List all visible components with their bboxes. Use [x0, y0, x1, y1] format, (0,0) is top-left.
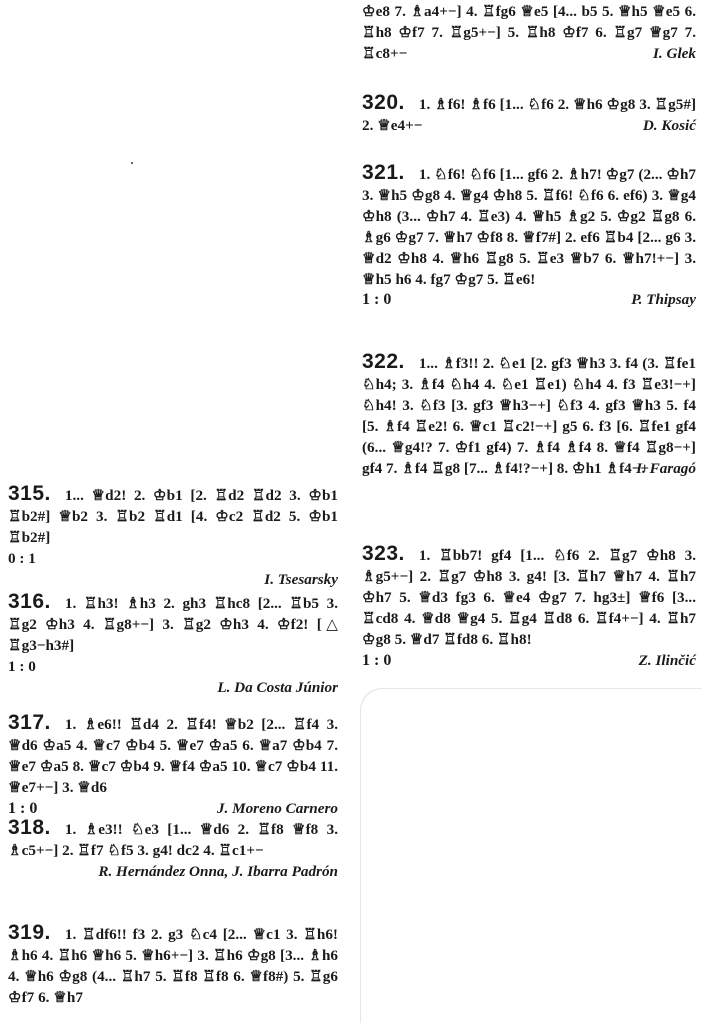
composer-name: L. Da Costa Júnior — [217, 678, 338, 696]
solution-number: 323. — [362, 542, 405, 565]
composer-name: Z. Ilinčić — [638, 651, 696, 669]
solution-316 — [8, 592, 338, 699]
solution-text: 1... ♗f3!! 2. ♘e1 [2. gf3 ♕h3 3. f4 (3. ♖fe1 ♘h4; 3. ♗f4 ♘h4 4. ♘e1 ♖e1) ♘h4 4. f3 ♖e3!−+] ♘h4! 3. ♘f3 [3. gf3 ♕h3−+] ♘f3 4. gf3 ♕h3 5. f4 [5. ♗f4 ♖e2! 6. ♕c1 ♖c2!−+] g5 6. f3 [6. ♖fe1 gf4 (6... ♕g4!? 7. ♔f1 gf4) 7. ♗f4 ♗f4 8. ♕f4 ♖g8−+] gf4 7. ♗f4 ♖g8 [7... ♗f4!?−+] 8. ♔h1 ♗f4−+ — [362, 355, 696, 477]
result-score: 0 : 1 — [8, 549, 36, 567]
solution-text: 1... ♕d2! 2. ♔b1 [2. ♖d2 ♖d2 3. ♔b1 ♖b2#] ♕b2 3. ♖b2 ♖d1 [4. ♔c2 ♖d2 5. ♔b1 ♖b2#] — [8, 487, 338, 546]
solution-text: 1. ♖df6!! f3 2. g3 ♘c4 [2... ♕c1 3. ♖h6! ♗h6 4. ♖h6 ♕h6 5. ♕h6+−] 3. ♖h6 ♔g8 [3... ♗h6 4. ♕h6 ♔g8 (4... ♖h7 5. ♖f8 ♖f8 6. ♕f8#) 5. ♖g6 ♔f7 6. ♕h7 — [8, 926, 338, 1006]
solution-text: 1. ♘f6! ♘f6 [1... gf6 2. ♗h7! ♔g7 (2... ♔h7 3. ♕h5 ♔g8 4. ♕g4 ♔h8 5. ♖f6! ♘f6 6. ef6) 3. ♕g4 ♔h8 (3... ♔h7 4. ♖e3) 4. ♕h5 ♗g2 5. ♔g2 ♖g8 6. ♗g6 ♔g7 7. ♕h7 ♔f8 8. ♕f7#] 2. ef6 ♖b4 [2... g6 3. ♕d2 ♔h8 4. ♕h6 ♖g8 5. ♖e3 ♕b7 6. ♕h7!+−] 3. ♕h5 h6 4. fg7 ♔g7 5. ♖e6! — [362, 166, 696, 288]
composer-name: D. Kosić — [642, 116, 696, 134]
result-score: 1 : 0 — [362, 651, 392, 669]
solution-text: 1. ♖h3! ♗h3 2. gh3 ♖hc8 [2... ♖b5 3. ♖g2 ♔h3 4. ♖g8+−] 3. ♖g2 ♔h3 4. ♔f2! [△ ♖g3−h3#] — [8, 595, 338, 654]
composer-name: I. Tsesarsky — [264, 570, 338, 588]
solution-text: ♔e8 7. ♗a4+−] 4. ♖fg6 ♕e5 [4... b5 5. ♕h5 ♕e5 6. ♖h8 ♔f7 7. ♖g5+−] 5. ♖h8 ♔f7 6. ♖g7 ♕g7 7. ♖c8+− — [362, 3, 696, 62]
solution-text: 1. ♖bb7! gf4 [1... ♘f6 2. ♖g7 ♔h8 3. ♗g5+−] 2. ♖g7 ♔h8 3. g4! [3. ♖h7 ♕h7 4. ♖h7 ♔h7 5. ♕d3 fg3 6. ♕e4 ♔g7 7. hg3±] ♕f6 [3... ♖cd8 4. ♕d8 ♕g4 5. ♖g4 ♖d8 6. ♖f4+−] 4. ♖h7 ♔g8 5. ♕d7 ♖fd8 6. ♖h8! — [362, 547, 696, 648]
composer-name: R. Hernández Onna, J. Ibarra Padrón — [98, 862, 338, 880]
result-score: 1 : 0 — [362, 291, 392, 309]
composer-name: P. Thipsay — [631, 291, 696, 309]
solution-322 — [362, 352, 696, 479]
solution-317 — [8, 713, 338, 820]
solution-number: 322. — [362, 350, 405, 373]
solution-text: 1. ♗f6! ♗f6 [1... ♘f6 2. ♕h6 ♔g8 3. ♖g5#] 2. ♕e4+− — [362, 96, 696, 134]
result-score: 1 : 0 — [8, 657, 36, 675]
solution-number: 318. — [8, 816, 51, 839]
solution-319 — [8, 923, 338, 1009]
solution-number: 321. — [362, 161, 405, 184]
solution-321 — [362, 163, 696, 311]
solution-315 — [8, 484, 338, 591]
result-score: 1 : 0 — [8, 799, 38, 817]
solution-number: 319. — [8, 921, 51, 944]
solution-text: 1. ♗e3!! ♘e3 [1... ♕d6 2. ♖f8 ♕f8 3. ♗c5+−] 2. ♖f7 ♘f5 3. g4! dc2 4. ♖c1+− — [8, 821, 338, 859]
solution-number: 315. — [8, 482, 51, 505]
blank-area — [360, 688, 702, 1023]
solution-320 — [362, 93, 696, 137]
solution-number: 316. — [8, 590, 51, 613]
composer-name: I. Glek — [652, 44, 696, 62]
solution-text: 1. ♗e6!! ♖d4 2. ♖f4! ♕b2 [2... ♖f4 3. ♕d6 ♔a5 4. ♕c7 ♔b4 5. ♕e7 ♔a5 6. ♕a7 ♔b4 7. ♕e7 ♔a5 8. ♕c7 ♔b4 9. ♕f4 ♔a5 10. ♕c7 ♔b4 11. ♕e7+−] 3. ♕d6 — [8, 716, 338, 796]
solution-323 — [362, 544, 696, 671]
solution-number: 320. — [362, 91, 405, 114]
solution-number: 317. — [8, 711, 51, 734]
ink-speck — [131, 162, 133, 164]
composer-name: J. Moreno Carnero — [216, 799, 338, 817]
composer-name: I. Faragó — [636, 459, 696, 477]
solution-318 — [8, 818, 338, 883]
solution-319-continued — [362, 2, 696, 65]
